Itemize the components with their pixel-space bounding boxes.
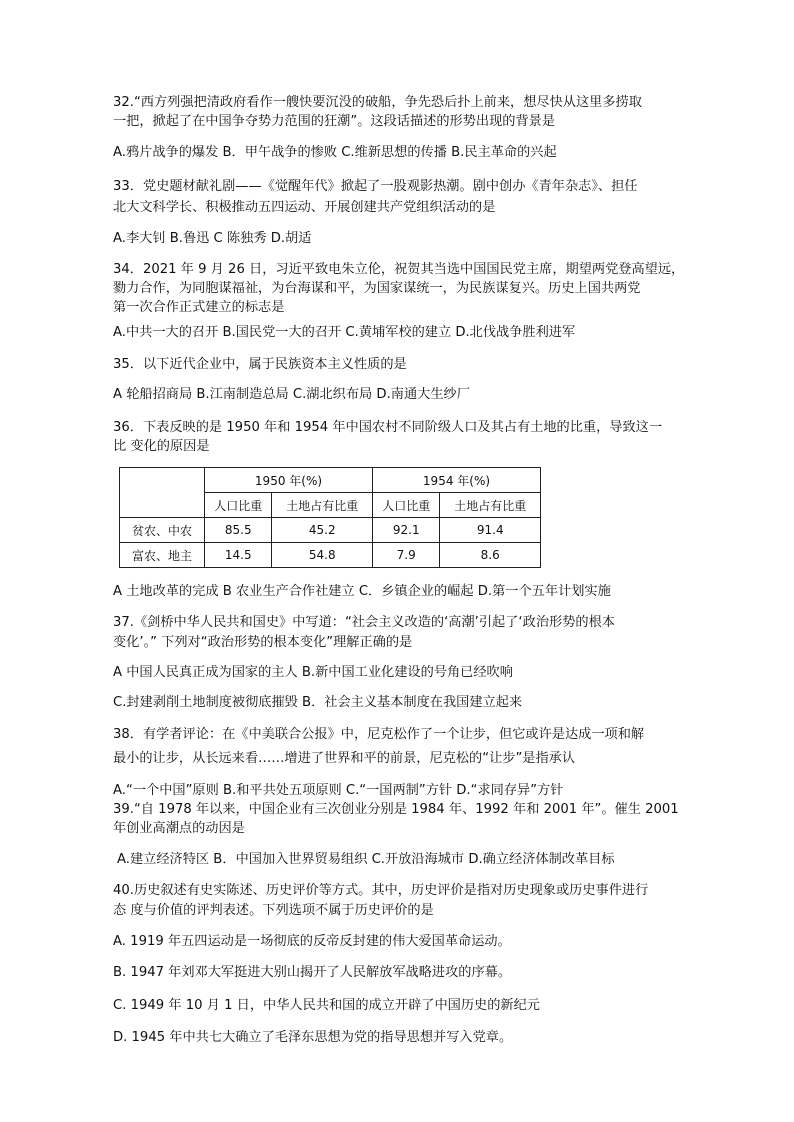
table-header-1950: 1950 年(%) <box>205 468 373 493</box>
table-cell: 54.8 <box>272 543 373 568</box>
q40-option-c: C. 1949 年 10 月 1 日，中华人民共和国的成立开辟了中国历史的新纪元 <box>113 998 540 1013</box>
table-cell: 7.9 <box>372 543 439 568</box>
q34-options: A.中共一大的召开 B.国民党一大的召开 C.黄埔军校的建立 D.北伐战争胜利进军 <box>113 325 576 340</box>
q36-stem-line2: 比 变化的原因是 <box>113 439 210 454</box>
q32-stem-line2: 一把，掀起了在中国争夺势力范围的狂潮”。这段话描述的形势出现的背景是 <box>113 114 556 129</box>
q40-stem-line1: 40.历史叙述有史实陈述、历史评价等方式。其中，历史评价是指对历史现象或历史事件进行 <box>113 883 649 898</box>
q37-options-line2: C.封建剥削土地制度被彻底摧毁 B．社会主义基本制度在我国建立起来 <box>113 695 523 710</box>
table-corner-cell <box>120 468 205 518</box>
table-row <box>120 543 541 568</box>
q32-options: A.鸦片战争的爆发 B．甲午战争的惨败 C.维新思想的传播 B.民主革命的兴起 <box>113 145 557 160</box>
q39-options: A.建立经济特区 B．中国加入世界贸易组织 C.开放沿海城市 D.确立经济体制改革目标 <box>117 852 615 867</box>
table-cell: 45.2 <box>272 518 373 543</box>
q32-stem-line1: 32.“西方列强把清政府看作一艘快要沉没的破船，争先恐后扑上前来，想尽快从这里多捞取 <box>113 95 642 110</box>
table-cell: 8.6 <box>440 543 541 568</box>
table-cell: 85.5 <box>205 518 272 543</box>
q39-stem-line2: 年创业高潮点的动因是 <box>113 821 245 836</box>
q36-options: A 土地改革的完成 B 农业生产合作社建立 C．乡镇企业的崛起 D.第一个五年计划实施 <box>113 584 611 599</box>
table-subheader: 人口比重 <box>372 493 439 518</box>
q39-stem-line1: 39.“自 1978 年以来，中国企业有三次创业分别是 1984 年、1992 年和 2001 年”。催生 2001 <box>113 802 679 817</box>
q37-options-line1: A 中国人民真正成为国家的主人 B.新中国工业化建设的号角已经吹响 <box>113 665 513 680</box>
q33-stem-line1: 33．党史题材献礼剧——《觉醒年代》掀起了一股观影热潮。剧中创办《青年杂志》、担任 <box>113 179 638 194</box>
q33-stem-line2: 北大文科学长、积极推动五四运动、开展创建共产党组织活动的是 <box>113 200 496 215</box>
q35-stem-line1: 35．以下近代企业中，属于民族资本主义性质的是 <box>113 357 407 372</box>
table-subheader: 土地占有比重 <box>440 493 541 518</box>
q34-stem-line3: 第一次合作正式建立的标志是 <box>113 300 285 315</box>
q40-option-a: A. 1919 年五四运动是一场彻底的反帝反封建的伟大爱国革命运动。 <box>113 934 511 949</box>
table-subheader: 土地占有比重 <box>272 493 373 518</box>
q37-stem-line2: 变化’。” 下列对“政治形势的根本变化”理解正确的是 <box>113 635 413 650</box>
land-ratio-table <box>119 467 541 568</box>
table-cell: 91.4 <box>440 518 541 543</box>
q35-options: A 轮船招商局 B.江南制造总局 C.湖北织布局 D.南通大生纱厂 <box>113 387 470 402</box>
q40-stem-line2: 态 度与价值的评判表述。下列选项不属于历史评价的是 <box>113 903 434 918</box>
q36-stem-line1: 36．下表反映的是 1950 年和 1954 年中国农村不同阶级人口及其占有土地的比重，导致这一 <box>113 420 663 435</box>
q38-options: A.“一个中国”原则 B.和平共处五项原则 C.“一国两制”方针 D.“求同存异”方针 <box>113 783 564 798</box>
q40-option-d: D. 1945 年中共七大确立了毛泽东思想为党的指导思想并写入党章。 <box>113 1030 513 1045</box>
q38-stem-line2: 最小的让步，从长远来看……增进了世界和平的前景，尼克松的“让步”是指承认 <box>113 751 576 766</box>
q34-stem-line1: 34．2021 年 9 月 26 日，习近平致电朱立伦，祝贺其当选中国国民党主席，期望两党登高望远， <box>113 262 685 277</box>
table-subheader: 人口比重 <box>205 493 272 518</box>
q40-option-b: B. 1947 年刘邓大军挺进大别山揭开了人民解放军战略进攻的序幕。 <box>113 965 512 980</box>
table-row-label: 贫农、中农 <box>120 518 205 543</box>
table-row-label: 富农、地主 <box>120 543 205 568</box>
table-row <box>120 518 541 543</box>
q37-stem-line1: 37.《剑桥中华人民共和国史》中写道：“社会主义改造的‘高潮’引起了‘政治形势的根本 <box>113 615 615 630</box>
table-cell: 14.5 <box>205 543 272 568</box>
table-header-1954: 1954 年(%) <box>372 468 540 493</box>
q34-stem-line2: 勠力合作，为同胞谋福祉，为台海谋和平，为国家谋统一，为民族谋复兴。历史上国共两党 <box>113 281 641 296</box>
q38-stem-line1: 38．有学者评论：在《中美联合公报》中，尼克松作了一个让步，但它或许是达成一项和解 <box>113 727 645 742</box>
table-cell: 92.1 <box>372 518 439 543</box>
q33-options: A.李大钊 B.鲁迅 C 陈独秀 D.胡适 <box>113 231 312 246</box>
